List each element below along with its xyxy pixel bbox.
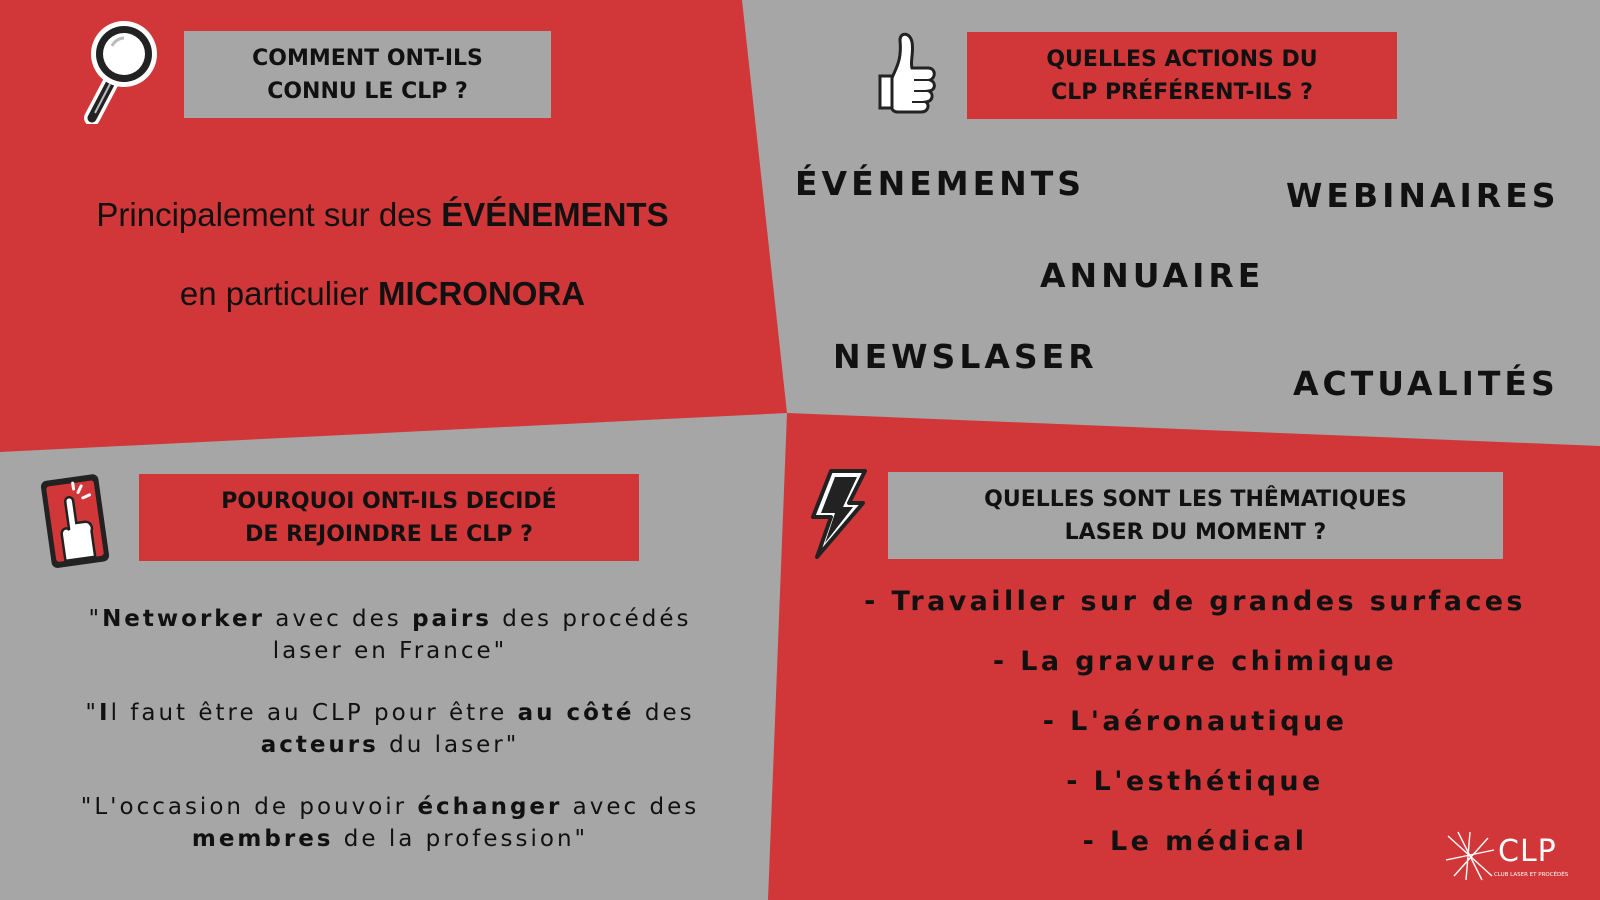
q4-title-line-2: LASER DU MOMENT ? <box>1064 519 1327 545</box>
quote-2: "Il faut être au CLP pour être au côté des acteurs du laser" <box>85 700 695 758</box>
q2-title-line-1: QUELLES ACTIONS DU <box>1046 46 1318 72</box>
q1-title-line-1: COMMENT ONT-ILS <box>252 45 483 71</box>
quote-3: "L'occasion de pouvoir échanger avec des membres de la profession" <box>80 794 700 852</box>
action-newslaser: NEWSLASER <box>833 337 1098 376</box>
phone-finger-icon <box>38 471 114 571</box>
q1-answer-bold-1: ÉVÉNEMENTS <box>441 196 669 233</box>
q4-title-line-1: QUELLES SONT LES THÊMATIQUES <box>984 486 1407 512</box>
q1-answer-line-1: Principalement sur des ÉVÉNEMENTS <box>96 196 669 233</box>
q1-title-line-2: CONNU LE CLP ? <box>267 78 468 104</box>
laser-starburst-icon <box>1444 830 1496 882</box>
q1-answer-line-2: en particulier MICRONORA <box>179 275 586 312</box>
theme-2: - La gravure chimique <box>992 646 1398 677</box>
logo-text: CLP <box>1498 834 1557 869</box>
quote-1: "Networker avec des pairs des procédés laser en France" <box>88 606 692 664</box>
logo-subtitle: CLUB LASER ET PROCÉDÉS <box>1494 872 1569 878</box>
action-webinaires: WEBINAIRES <box>1286 176 1560 215</box>
q1-title-box <box>184 31 551 118</box>
thumbs-up-icon <box>862 28 942 118</box>
q4-title-box <box>888 472 1503 559</box>
theme-4: - L'esthétique <box>1066 766 1324 797</box>
q3-title-line-1: POURQUOI ONT-ILS DECIDÉ <box>221 488 557 514</box>
q2-title-box <box>967 32 1397 119</box>
theme-1: - Travailler sur de grandes surfaces <box>864 586 1526 617</box>
action-evenements: ÉVÉNEMENTS <box>795 164 1086 203</box>
theme-3: - L'aéronautique <box>1042 706 1348 737</box>
magnifier-icon <box>82 18 162 124</box>
q2-title-line-2: CLP PRÉFÉRENT-ILS ? <box>1051 79 1313 105</box>
q1-answer-bold-2: MICRONORA <box>377 275 586 312</box>
action-annuaire: ANNUAIRE <box>1040 256 1265 295</box>
theme-5: - Le médical <box>1082 826 1308 857</box>
clp-logo <box>1444 830 1584 886</box>
q3-title-line-2: DE REJOINDRE LE CLP ? <box>245 521 533 547</box>
action-actualites: ACTUALITÉS <box>1293 364 1559 403</box>
lightning-icon <box>805 467 869 561</box>
q3-title-box <box>139 474 639 561</box>
